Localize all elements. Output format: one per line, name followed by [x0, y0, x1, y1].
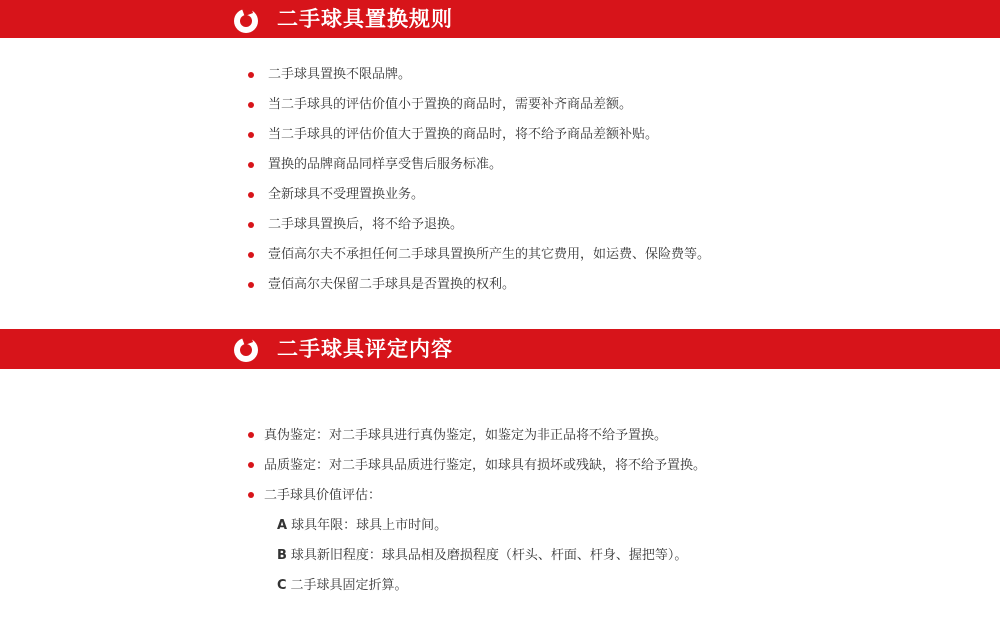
list-item: 当二手球具的评估价值小于置换的商品时，需要补齐商品差额。: [248, 90, 710, 120]
list-item: 壹佰高尔夫不承担任何二手球具置换所产生的其它费用，如运费、保险费等。: [248, 240, 710, 270]
evaluation-sub-list: [277, 511, 687, 601]
sub-list-item: C 二手球具固定折算。: [277, 578, 408, 593]
bullet-icon: [248, 102, 254, 108]
evaluation-list: [248, 421, 706, 511]
brand-ring-icon: [232, 6, 260, 34]
list-item: 二手球具置换不限品牌。: [248, 60, 710, 90]
bullet-icon: [248, 432, 254, 438]
section-banner-rules: [0, 0, 1000, 38]
sub-list-item: A 球具年限：球具上市时间。: [277, 518, 448, 533]
section-banner-evaluation: [0, 329, 1000, 369]
bullet-icon: [248, 162, 254, 168]
brand-ring-icon: [232, 335, 260, 363]
rules-list: [248, 60, 710, 300]
sub-list-item: B 球具新旧程度：球具品相及磨损程度（杆头、杆面、杆身、握把等）。: [277, 548, 688, 563]
list-item: 置换的品牌商品同样享受售后服务标准。: [248, 150, 710, 180]
section-title: 二手球具置换规则: [277, 7, 453, 31]
bullet-icon: [248, 72, 254, 78]
bullet-icon: [248, 222, 254, 228]
list-item: 当二手球具的评估价值大于置换的商品时，将不给予商品差额补贴。: [248, 120, 710, 150]
bullet-icon: [248, 132, 254, 138]
bullet-icon: [248, 192, 254, 198]
list-item: 壹佰高尔夫保留二手球具是否置换的权利。: [248, 270, 710, 300]
list-item: 品质鉴定：对二手球具品质进行鉴定，如球具有损坏或残缺，将不给予置换。: [248, 451, 706, 481]
list-item: 全新球具不受理置换业务。: [248, 180, 710, 210]
item-letter: C: [277, 578, 287, 593]
list-item: 二手球具置换后，将不给予退换。: [248, 210, 710, 240]
bullet-icon: [248, 252, 254, 258]
list-item: 二手球具价值评估：: [248, 481, 706, 511]
item-letter: A: [277, 518, 288, 533]
bullet-icon: [248, 462, 254, 468]
list-item: 真伪鉴定：对二手球具进行真伪鉴定，如鉴定为非正品将不给予置换。: [248, 421, 706, 451]
item-letter: B: [277, 548, 287, 563]
bullet-icon: [248, 282, 254, 288]
bullet-icon: [248, 492, 254, 498]
section-title: 二手球具评定内容: [277, 337, 453, 361]
